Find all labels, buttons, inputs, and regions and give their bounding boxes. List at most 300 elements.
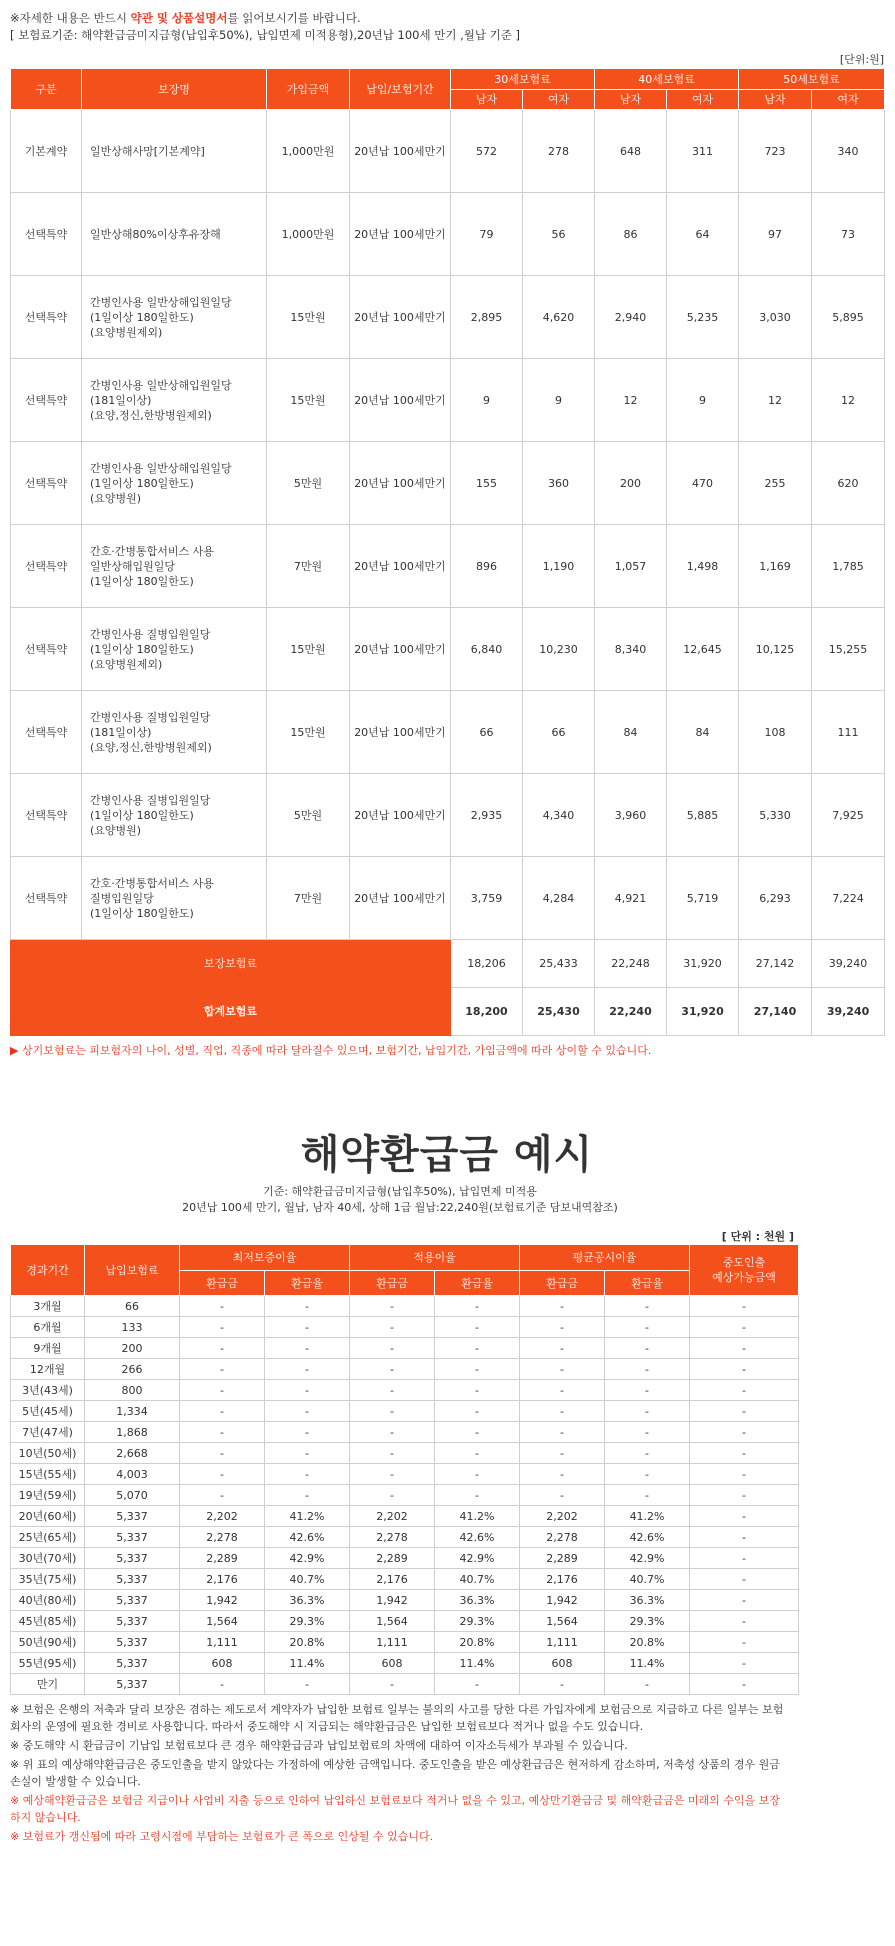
refund-value: 5,337: [85, 1569, 180, 1590]
header-refund-amount: 환급금: [520, 1270, 605, 1296]
refund-value: 36.3%: [435, 1590, 520, 1611]
refund-value: -: [690, 1443, 799, 1464]
refund-row: [11, 1296, 799, 1317]
refund-value: -: [690, 1674, 799, 1695]
intro-text: ※자세한 내용은 반드시: [10, 11, 131, 25]
refund-note: ※ 위 표의 예상해약환급금은 중도인출을 받지 않았다는 가정하에 예상한 금액입니다. 중도인출을 받은 예상환급금은 현저하게 감소하며, 저축성 상품의 경우 원금손실이 발생할 수 있습니다.: [10, 1758, 780, 1788]
refund-value: -: [435, 1464, 520, 1485]
refund-value: 5,337: [85, 1590, 180, 1611]
coverage-name: 간호·간병통합서비스 사용 일반상해입원일당 (1일이상 180일한도): [82, 525, 267, 608]
refund-value: -: [690, 1653, 799, 1674]
total-value: 27,140: [739, 988, 812, 1036]
refund-value: 42.9%: [435, 1548, 520, 1569]
premium-value: 620: [812, 442, 885, 525]
refund-value: -: [180, 1674, 265, 1695]
refund-value: 5,337: [85, 1674, 180, 1695]
refund-value: -: [520, 1380, 605, 1401]
refund-period: 19년(59세): [11, 1485, 85, 1506]
header-female: 여자: [812, 89, 885, 110]
premium-value: 1,169: [739, 525, 812, 608]
refund-value: -: [265, 1296, 350, 1317]
refund-value: -: [350, 1359, 435, 1380]
refund-value: 36.3%: [265, 1590, 350, 1611]
refund-value: 5,337: [85, 1632, 180, 1653]
criteria-line-1: 기준: 해약환급금미지급형(납입후50%), 납입면제 미적용: [263, 1185, 537, 1198]
refund-value: -: [265, 1401, 350, 1422]
sum-value: 27,142: [739, 940, 812, 988]
header-amount: 가입금액: [267, 69, 350, 110]
refund-period: 3년(43세): [11, 1380, 85, 1401]
refund-value: -: [690, 1485, 799, 1506]
refund-value: -: [350, 1401, 435, 1422]
coverage-period: 20년납 100세만기: [350, 442, 451, 525]
refund-value: -: [435, 1401, 520, 1422]
refund-value: -: [605, 1674, 690, 1695]
premium-value: 5,235: [667, 276, 739, 359]
premium-value: 155: [451, 442, 523, 525]
premium-value: 572: [451, 110, 523, 193]
premium-value: 360: [523, 442, 595, 525]
refund-row: [11, 1401, 799, 1422]
refund-value: 66: [85, 1296, 180, 1317]
refund-value: -: [690, 1422, 799, 1443]
refund-value: -: [180, 1464, 265, 1485]
header-type: 구분: [11, 69, 82, 110]
refund-value: 40.7%: [265, 1569, 350, 1590]
refund-value: -: [350, 1296, 435, 1317]
premium-value: 12: [595, 359, 667, 442]
refund-value: 2,202: [520, 1506, 605, 1527]
premium-row: [11, 442, 885, 525]
coverage-amount: 7만원: [267, 525, 350, 608]
coverage-type: 선택특약: [11, 193, 82, 276]
refund-value: -: [435, 1485, 520, 1506]
coverage-name: 간호·간병통합서비스 사용 질병입원일당 (1일이상 180일한도): [82, 857, 267, 940]
sum-label: 보장보험료: [11, 940, 451, 988]
premium-value: 3,759: [451, 857, 523, 940]
refund-value: 42.6%: [605, 1527, 690, 1548]
premium-value: 896: [451, 525, 523, 608]
refund-value: -: [350, 1317, 435, 1338]
premium-value: 86: [595, 193, 667, 276]
premium-row: [11, 359, 885, 442]
refund-value: -: [605, 1317, 690, 1338]
premium-value: 4,284: [523, 857, 595, 940]
refund-value: -: [605, 1338, 690, 1359]
refund-value: 11.4%: [605, 1653, 690, 1674]
premium-value: 2,940: [595, 276, 667, 359]
refund-value: -: [605, 1401, 690, 1422]
refund-value: 40.7%: [605, 1569, 690, 1590]
refund-value: -: [605, 1359, 690, 1380]
premium-note: ▶ 상기보험료는 피보험자의 나이, 성별, 직업, 직종에 따라 달라질수 있으며, 보험기간, 납입기간, 가입금액에 따라 상이할 수 있습니다.: [10, 1044, 652, 1057]
refund-value: -: [520, 1317, 605, 1338]
refund-value: -: [350, 1485, 435, 1506]
refund-period: 15년(55세): [11, 1464, 85, 1485]
refund-value: -: [435, 1422, 520, 1443]
coverage-period: 20년납 100세만기: [350, 857, 451, 940]
refund-value: -: [180, 1401, 265, 1422]
premium-value: 1,057: [595, 525, 667, 608]
refund-row: [11, 1653, 799, 1674]
refund-row: [11, 1506, 799, 1527]
coverage-period: 20년납 100세만기: [350, 110, 451, 193]
intro-highlight: 약관 및 상품설명서: [130, 11, 228, 25]
refund-value: 2,176: [520, 1569, 605, 1590]
header-period: 납입/보험기간: [350, 69, 451, 110]
refund-value: 11.4%: [265, 1653, 350, 1674]
refund-value: 200: [85, 1338, 180, 1359]
refund-value: -: [605, 1380, 690, 1401]
refund-period: 55년(95세): [11, 1653, 85, 1674]
refund-value: -: [690, 1548, 799, 1569]
premium-value: 97: [739, 193, 812, 276]
coverage-period: 20년납 100세만기: [350, 608, 451, 691]
refund-row: [11, 1632, 799, 1653]
refund-value: -: [520, 1359, 605, 1380]
header-min-rate: 최저보증이율: [180, 1245, 350, 1271]
coverage-amount: 15만원: [267, 691, 350, 774]
refund-row: [11, 1359, 799, 1380]
refund-period: 7년(47세): [11, 1422, 85, 1443]
refund-value: -: [350, 1380, 435, 1401]
total-row: [11, 988, 885, 1036]
premium-value: 255: [739, 442, 812, 525]
refund-value: 1,334: [85, 1401, 180, 1422]
premium-value: 5,885: [667, 774, 739, 857]
refund-value: 608: [520, 1653, 605, 1674]
refund-value: 1,942: [350, 1590, 435, 1611]
premium-value: 111: [812, 691, 885, 774]
total-label: 합계보험료: [11, 988, 451, 1036]
coverage-type: 선택특약: [11, 608, 82, 691]
refund-value: -: [690, 1527, 799, 1548]
premium-value: 723: [739, 110, 812, 193]
premium-value: 84: [595, 691, 667, 774]
refund-value: -: [605, 1485, 690, 1506]
premium-value: 84: [667, 691, 739, 774]
header-male: 남자: [595, 89, 667, 110]
header-male: 남자: [739, 89, 812, 110]
header-paid: 납입보험료: [85, 1245, 180, 1296]
refund-value: 1,111: [350, 1632, 435, 1653]
refund-period: 30년(70세): [11, 1548, 85, 1569]
refund-value: -: [180, 1485, 265, 1506]
intro-line-2: [ 보험료기준: 해약환급금미지급형(납입후50%), 납입면제 미적용형),20년납 100세 만기 ,월납 기준 ]: [10, 28, 521, 42]
refund-period: 3개월: [11, 1296, 85, 1317]
coverage-period: 20년납 100세만기: [350, 193, 451, 276]
refund-value: -: [265, 1317, 350, 1338]
coverage-amount: 15만원: [267, 276, 350, 359]
refund-value: 36.3%: [605, 1590, 690, 1611]
refund-value: 1,942: [180, 1590, 265, 1611]
refund-value: -: [690, 1380, 799, 1401]
refund-value: -: [520, 1401, 605, 1422]
coverage-name: 간병인사용 질병입원일당 (1일이상 180일한도) (요양병원제외): [82, 608, 267, 691]
refund-value: 608: [180, 1653, 265, 1674]
refund-value: 1,564: [180, 1611, 265, 1632]
header-refund-rate: 환급율: [265, 1270, 350, 1296]
coverage-amount: 1,000만원: [267, 193, 350, 276]
refund-value: -: [690, 1317, 799, 1338]
premium-value: 4,340: [523, 774, 595, 857]
refund-value: -: [180, 1380, 265, 1401]
header-avg-rate: 평균공시이율: [520, 1245, 690, 1271]
header-female: 여자: [523, 89, 595, 110]
premium-value: 6,293: [739, 857, 812, 940]
premium-value: 2,935: [451, 774, 523, 857]
coverage-amount: 5만원: [267, 774, 350, 857]
refund-value: -: [520, 1485, 605, 1506]
refund-notes: [10, 1701, 790, 1845]
premium-value: 4,921: [595, 857, 667, 940]
refund-value: 133: [85, 1317, 180, 1338]
coverage-name: 일반상해80%이상후유장해: [82, 193, 267, 276]
refund-note: ※ 보험료가 갱신됨에 따라 고령시점에 부담하는 보험료가 큰 폭으로 인상될 수 있습니다.: [10, 1830, 434, 1843]
refund-row: [11, 1548, 799, 1569]
coverage-name: 간병인사용 질병입원일당 (181일이상) (요양,정신,한방병원제외): [82, 691, 267, 774]
refund-value: 40.7%: [435, 1569, 520, 1590]
refund-row: [11, 1590, 799, 1611]
refund-value: -: [265, 1674, 350, 1695]
refund-value: 2,176: [180, 1569, 265, 1590]
header-applied-rate: 적용이율: [350, 1245, 520, 1271]
refund-value: 41.2%: [265, 1506, 350, 1527]
coverage-type: 기본계약: [11, 110, 82, 193]
refund-period: 50년(90세): [11, 1632, 85, 1653]
refund-value: -: [520, 1338, 605, 1359]
refund-value: 2,278: [180, 1527, 265, 1548]
premium-value: 6,840: [451, 608, 523, 691]
refund-value: -: [605, 1464, 690, 1485]
header-refund-rate: 환급율: [605, 1270, 690, 1296]
refund-value: 1,564: [350, 1611, 435, 1632]
refund-row: [11, 1338, 799, 1359]
premium-value: 108: [739, 691, 812, 774]
refund-value: 2,289: [350, 1548, 435, 1569]
refund-value: -: [690, 1611, 799, 1632]
premium-value: 79: [451, 193, 523, 276]
refund-value: -: [605, 1422, 690, 1443]
refund-row: [11, 1380, 799, 1401]
refund-period: 40년(80세): [11, 1590, 85, 1611]
coverage-type: 선택특약: [11, 774, 82, 857]
premium-value: 12: [812, 359, 885, 442]
premium-value: 15,255: [812, 608, 885, 691]
refund-period: 6개월: [11, 1317, 85, 1338]
refund-value: -: [435, 1380, 520, 1401]
refund-value: -: [690, 1401, 799, 1422]
refund-value: 29.3%: [605, 1611, 690, 1632]
refund-note: ※ 예상해약환급금은 보험금 지급이나 사업비 지출 등으로 인하여 납입하신 보험료보다 적거나 없을 수 있고, 예상만기환급금 및 해약환급금은 미래의 수익을 보장하지 않습니다.: [10, 1794, 780, 1824]
refund-value: -: [435, 1317, 520, 1338]
header-female: 여자: [667, 89, 739, 110]
coverage-name: 일반상해사망[기본계약]: [82, 110, 267, 193]
refund-value: -: [690, 1338, 799, 1359]
refund-value: 1,111: [520, 1632, 605, 1653]
premium-value: 7,925: [812, 774, 885, 857]
refund-row: [11, 1422, 799, 1443]
premium-value: 9: [523, 359, 595, 442]
premium-row: [11, 110, 885, 193]
refund-value: -: [265, 1359, 350, 1380]
header-mid-withdraw: 중도인출 예상가능금액: [690, 1245, 799, 1296]
refund-value: -: [265, 1338, 350, 1359]
coverage-period: 20년납 100세만기: [350, 691, 451, 774]
refund-value: 20.8%: [605, 1632, 690, 1653]
premium-value: 8,340: [595, 608, 667, 691]
coverage-amount: 15만원: [267, 359, 350, 442]
coverage-amount: 1,000만원: [267, 110, 350, 193]
refund-value: 2,668: [85, 1443, 180, 1464]
premium-value: 311: [667, 110, 739, 193]
premium-value: 56: [523, 193, 595, 276]
refund-value: 2,278: [350, 1527, 435, 1548]
header-male: 남자: [451, 89, 523, 110]
refund-period: 35년(75세): [11, 1569, 85, 1590]
coverage-name: 간병인사용 일반상해입원일당 (1일이상 180일한도) (요양병원제외): [82, 276, 267, 359]
refund-value: 5,337: [85, 1506, 180, 1527]
refund-value: -: [435, 1674, 520, 1695]
header-refund-amount: 환급금: [180, 1270, 265, 1296]
premium-value: 5,719: [667, 857, 739, 940]
premium-row: [11, 193, 885, 276]
refund-value: 608: [350, 1653, 435, 1674]
premium-value: 10,230: [523, 608, 595, 691]
unit-label: [단위:원]: [839, 53, 884, 66]
refund-value: -: [435, 1296, 520, 1317]
premium-value: 1,785: [812, 525, 885, 608]
refund-value: 2,278: [520, 1527, 605, 1548]
coverage-period: 20년납 100세만기: [350, 359, 451, 442]
refund-note: ※ 중도해약 시 환급금이 기납입 보험료보다 큰 경우 해약환급금과 납입보험료의 차액에 대하여 이자소득세가 부과될 수 있습니다.: [10, 1739, 628, 1752]
coverage-period: 20년납 100세만기: [350, 525, 451, 608]
refund-period: 5년(45세): [11, 1401, 85, 1422]
total-value: 22,240: [595, 988, 667, 1036]
coverage-name: 간병인사용 일반상해입원일당 (181일이상) (요양,정신,한방병원제외): [82, 359, 267, 442]
refund-value: -: [690, 1359, 799, 1380]
total-value: 25,430: [523, 988, 595, 1036]
refund-value: 29.3%: [435, 1611, 520, 1632]
refund-period: 25년(65세): [11, 1527, 85, 1548]
premium-row: [11, 276, 885, 359]
refund-value: 5,337: [85, 1611, 180, 1632]
premium-row: [11, 525, 885, 608]
premium-value: 66: [523, 691, 595, 774]
refund-value: -: [605, 1296, 690, 1317]
refund-value: 5,070: [85, 1485, 180, 1506]
header-age50: 50세보험료: [739, 69, 885, 90]
refund-value: -: [520, 1674, 605, 1695]
refund-value: -: [520, 1464, 605, 1485]
refund-value: 5,337: [85, 1653, 180, 1674]
refund-value: -: [180, 1296, 265, 1317]
header-age30: 30세보험료: [451, 69, 595, 90]
refund-period: 20년(60세): [11, 1506, 85, 1527]
refund-value: 20.8%: [435, 1632, 520, 1653]
coverage-type: 선택특약: [11, 359, 82, 442]
coverage-amount: 7만원: [267, 857, 350, 940]
refund-value: -: [690, 1569, 799, 1590]
premium-value: 1,190: [523, 525, 595, 608]
refund-row: [11, 1569, 799, 1590]
refund-value: 42.6%: [435, 1527, 520, 1548]
refund-value: -: [350, 1464, 435, 1485]
refund-value: -: [180, 1359, 265, 1380]
refund-value: 1,111: [180, 1632, 265, 1653]
premium-value: 10,125: [739, 608, 812, 691]
refund-value: -: [350, 1338, 435, 1359]
refund-value: -: [265, 1464, 350, 1485]
refund-table: [10, 1244, 799, 1695]
refund-period: 만기: [11, 1674, 85, 1695]
refund-value: -: [180, 1443, 265, 1464]
premium-row: [11, 608, 885, 691]
refund-value: -: [180, 1317, 265, 1338]
header-age40: 40세보험료: [595, 69, 739, 90]
refund-value: 42.6%: [265, 1527, 350, 1548]
page: [10, 0, 884, 1847]
refund-value: -: [350, 1443, 435, 1464]
premium-value: 73: [812, 193, 885, 276]
premium-table: [10, 68, 885, 1036]
sum-value: 22,248: [595, 940, 667, 988]
refund-value: -: [265, 1485, 350, 1506]
refund-value: 41.2%: [605, 1506, 690, 1527]
refund-period: 45년(85세): [11, 1611, 85, 1632]
premium-value: 4,620: [523, 276, 595, 359]
refund-row: [11, 1464, 799, 1485]
premium-value: 278: [523, 110, 595, 193]
refund-value: -: [350, 1674, 435, 1695]
refund-value: 11.4%: [435, 1653, 520, 1674]
header-refund-rate: 환급율: [435, 1270, 520, 1296]
section-criteria: [10, 1184, 790, 1216]
premium-value: 340: [812, 110, 885, 193]
sum-row: [11, 940, 885, 988]
section-title: 해약환급금 예시: [300, 1132, 594, 1178]
refund-value: 4,003: [85, 1464, 180, 1485]
coverage-type: 선택특약: [11, 691, 82, 774]
refund-value: -: [520, 1296, 605, 1317]
refund-value: -: [180, 1338, 265, 1359]
premium-value: 5,330: [739, 774, 812, 857]
premium-value: 7,224: [812, 857, 885, 940]
refund-value: -: [605, 1443, 690, 1464]
premium-value: 12,645: [667, 608, 739, 691]
coverage-period: 20년납 100세만기: [350, 774, 451, 857]
coverage-period: 20년납 100세만기: [350, 276, 451, 359]
refund-row: [11, 1443, 799, 1464]
refund-period: 9개월: [11, 1338, 85, 1359]
refund-value: -: [435, 1443, 520, 1464]
intro-text-end: 를 읽어보시기를 바랍니다.: [227, 11, 361, 25]
intro: [10, 0, 884, 44]
refund-value: 266: [85, 1359, 180, 1380]
header-period: 경과기간: [11, 1245, 85, 1296]
refund-value: 20.8%: [265, 1632, 350, 1653]
refund-note: ※ 보험은 은행의 저축과 달리 보장은 겸하는 제도로서 계약자가 납입한 보험료 일부는 불의의 사고를 당한 다른 가입자에게 보험금으로 지급하고 다른 일부는 보험회사의 운영에 필요한 경비로 사용합니다. 따라서 중도해약 시 지급되는 해약환급금은 납입한 보험료보다 적거나 없을 수도 있습니다.: [10, 1703, 784, 1733]
premium-row: [11, 774, 885, 857]
unit-label-2: [ 단위 : 천원 ]: [721, 1230, 794, 1243]
sum-value: 31,920: [667, 940, 739, 988]
coverage-name: 간병인사용 질병입원일당 (1일이상 180일한도) (요양병원): [82, 774, 267, 857]
refund-row: [11, 1485, 799, 1506]
refund-value: 5,337: [85, 1548, 180, 1569]
refund-value: 2,202: [350, 1506, 435, 1527]
refund-value: 1,942: [520, 1590, 605, 1611]
refund-value: -: [690, 1464, 799, 1485]
